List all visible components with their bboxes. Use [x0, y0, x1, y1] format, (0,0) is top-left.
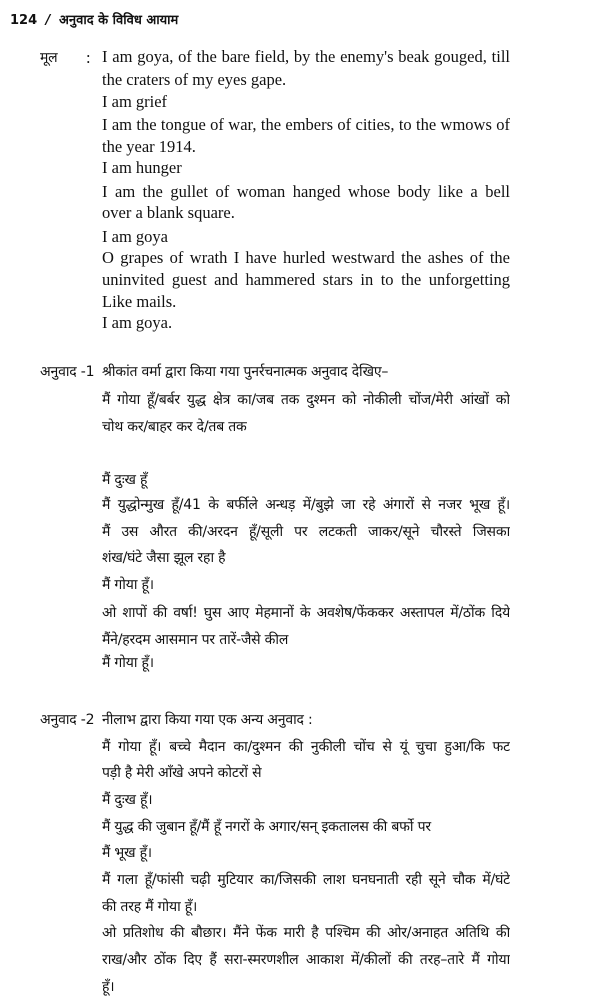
- translation1-line: मैं दुःख हूँ: [102, 472, 148, 488]
- original-line: I am goya, of the bare field, by the enemy's beak gouged, till: [102, 47, 510, 66]
- translation2-heading: नीलाभ द्वारा किया गया एक अन्य अनुवाद :: [102, 712, 313, 728]
- translation1-label: अनुवाद -1: [40, 364, 95, 380]
- original-line: the craters of my eyes gape.: [102, 70, 287, 89]
- original-line: Like mails.: [102, 292, 177, 311]
- translation1-line: शंख/घंटे जैसा झूल रहा है: [102, 550, 226, 566]
- translation2-line: हूँ।: [102, 979, 115, 995]
- original-line: over a blank square.: [102, 203, 235, 222]
- original-line: the year 1914.: [102, 137, 196, 156]
- original-line: I am goya.: [102, 313, 173, 332]
- translation2-line: मैं युद्ध की जुबान हूँ/मैं हूँ नगरों के अगार/सन् इकतालस की बर्फो पर: [102, 819, 431, 835]
- translation2-line: मैं भूख हूँ।: [102, 845, 152, 861]
- translation1-line: मैं युद्धोन्मुख हूँ/41 के बर्फीले अन्धड़ में/बुझे जा रहे अंगारों से नजर भूख हूँ।: [102, 497, 510, 513]
- original-line: O grapes of wrath I have hurled westward the ashes of the: [102, 248, 510, 267]
- translation2-line: की तरह मैं गोया हूँ।: [102, 899, 198, 915]
- translation2-label: अनुवाद -2: [40, 712, 95, 728]
- original-line: I am the tongue of war, the embers of cities, to the wmows of: [102, 115, 510, 134]
- original-colon: :: [86, 48, 91, 67]
- translation2-line: मैं दुःख हूँ।: [102, 792, 153, 808]
- page-number: 124: [10, 13, 38, 28]
- translation1-heading: श्रीकांत वर्मा द्वारा किया गया पुनर्रचनात्मक अनुवाद देखिए–: [102, 364, 389, 380]
- original-line: I am goya: [102, 227, 168, 246]
- original-line: I am the gullet of woman hanged whose body like a bell: [102, 182, 510, 201]
- translation2-line: ओ प्रतिशोध की बौछार। मैंने फेंक मारी है पश्चिम की ओर/अनाहत अतिथि की: [102, 925, 510, 941]
- translation2-line: राख/और ठोंक दिए हैं सरा-स्मरणशील आकाश में/कीलों की तरह–तारे मैं गोया: [102, 952, 510, 968]
- translation1-line: चोथ कर/बाहर कर दे/तब तक: [102, 419, 247, 435]
- translation2-line: पड़ी है मेरी आँखे अपने कोटरों से: [102, 765, 262, 781]
- original-line: uninvited guest and hammered stars in to the unforgetting: [102, 270, 510, 289]
- translation1-line: मैं उस औरत की/अरदन हूँ/सूली पर लटकती जाकर/सूने चौरस्ते जिसका: [102, 524, 510, 540]
- original-label: मूल: [40, 50, 58, 66]
- header-separator: /: [45, 13, 51, 28]
- running-header: [10, 10, 178, 28]
- original-line: I am grief: [102, 92, 168, 111]
- translation1-line: मैं गोया हूँ।: [102, 655, 154, 671]
- translation1-line: मैं गोया हूँ।: [102, 577, 154, 593]
- original-line: I am hunger: [102, 158, 182, 177]
- translation2-line: मैं गोया हूँ। बच्चे मैदान का/दुश्मन की नुकीली चोंच से यूं चुचा हुआ/कि फट: [102, 739, 510, 755]
- translation1-line: मैं गोया हूँ/बर्बर युद्ध क्षेत्र का/जब तक दुश्मन को नोकीली चोंज/मेरी आंखों को: [102, 392, 510, 408]
- translation2-line: मैं गला हूँ/फांसी चढ़ी मुटियार का/जिसकी लाश घनघनाती रही सूने चौक में/घंटे: [102, 872, 510, 888]
- book-title: अनुवाद के विविध आयाम: [58, 13, 179, 28]
- translation1-line: ओ शापों की वर्षा! घुस आए मेहमानों के अवशेष/फेंककर अस्तापल में/ठोंक दिये: [102, 605, 510, 621]
- translation1-line: मैंने/हरदम आसमान पर तारें-जैसे कील: [102, 632, 289, 648]
